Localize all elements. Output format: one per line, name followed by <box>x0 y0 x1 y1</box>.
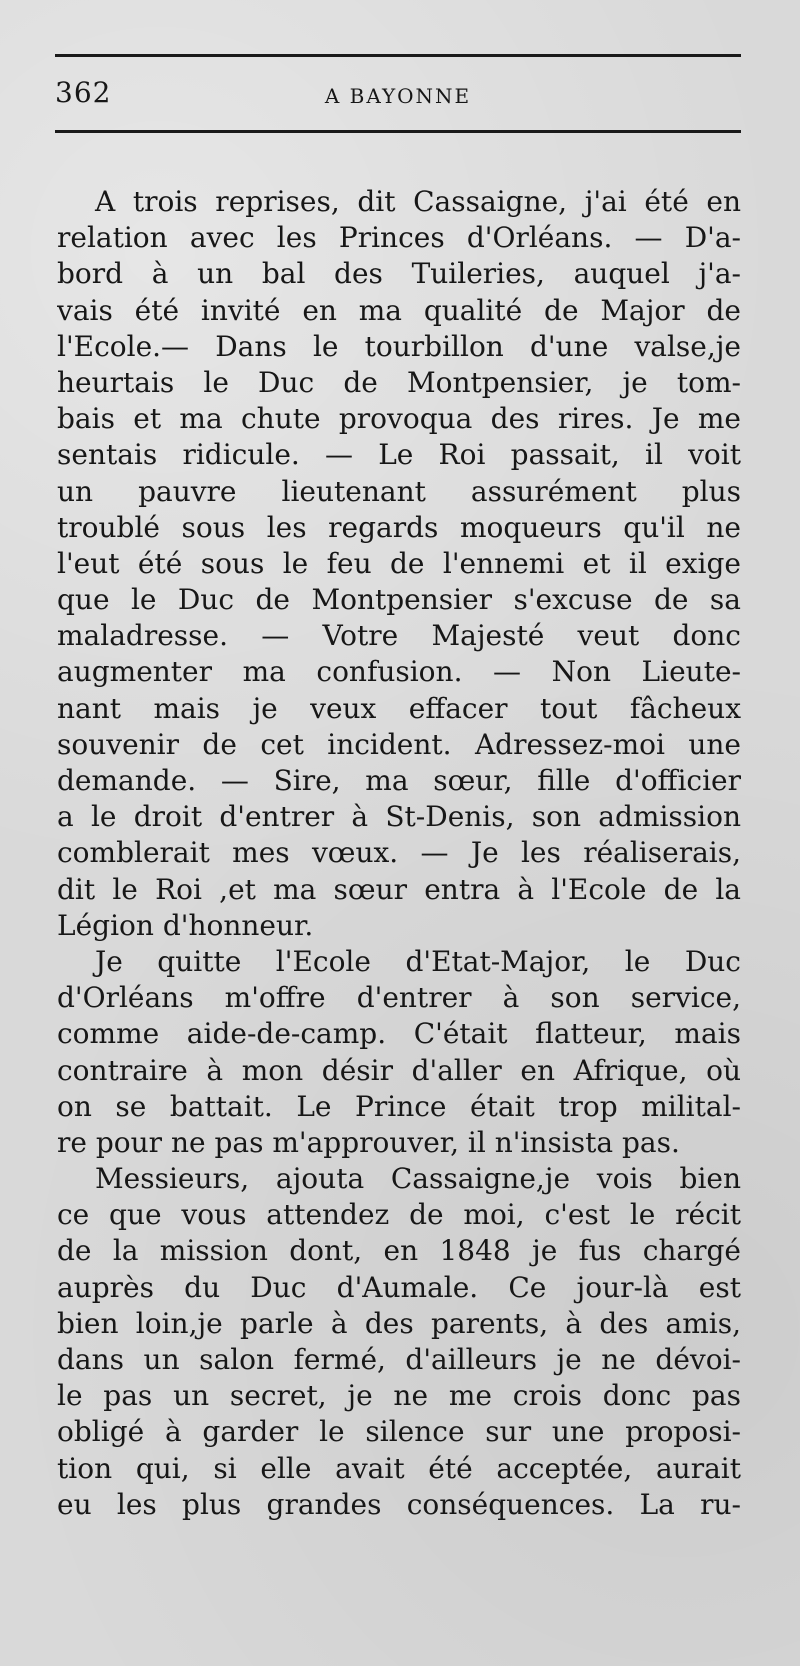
text-line: augmenter ma confusion. — Non Lieute- <box>57 655 741 689</box>
text-line: le pas un secret, je ne me crois donc pas <box>57 1379 741 1413</box>
text-line: dans un salon fermé, d'ailleurs je ne dévoi- <box>57 1343 741 1376</box>
text-line: bais et ma chute provoqua des rires. Je me <box>57 402 741 436</box>
body-text <box>57 184 741 1523</box>
text-line: re pour ne pas m'approuver, il n'insista pas. <box>57 1125 680 1159</box>
text-line: bord à un bal des Tuileries, auquel j'a- <box>57 257 741 291</box>
text-line: dit le Roi ,et ma sœur entra à l'Ecole de la <box>57 872 741 906</box>
text-line: auprès du Duc d'Aumale. Ce jour-là est <box>57 1270 741 1304</box>
text-line: comme aide-de-camp. C'était flatteur, mais <box>57 1017 741 1051</box>
text-line: a le droit d'entrer à St-Denis, son admission <box>57 800 741 834</box>
header-top-rule <box>55 54 741 57</box>
text-line: contraire à mon désir d'aller en Afrique, où <box>57 1053 741 1087</box>
text-line: vais été invité en ma qualité de Major de <box>57 293 741 327</box>
text-line: relation avec les Princes d'Orléans. — D'a- <box>57 221 741 255</box>
text-line: l'eut été sous le feu de l'ennemi et il exige <box>57 546 741 580</box>
text-line: heurtais le Duc de Montpensier, je tom- <box>57 365 741 399</box>
text-line: Légion d'honneur. <box>57 908 314 942</box>
text-line: nant mais je veux effacer tout fâcheux <box>57 691 741 725</box>
text-line: A trois reprises, dit Cassaigne, j'ai été en <box>95 185 741 218</box>
paragraph <box>57 1161 741 1523</box>
text-line: bien loin,je parle à des parents, à des amis, <box>57 1306 741 1340</box>
text-line: maladresse. — Votre Majesté veut donc <box>57 619 741 653</box>
paragraph <box>57 944 741 1161</box>
text-line: un pauvre lieutenant assurément plus <box>57 474 741 508</box>
text-line: troublé sous les regards moqueurs qu'il ne <box>57 510 741 544</box>
text-line: l'Ecole.— Dans le tourbillon d'une valse,je <box>57 329 741 363</box>
text-line: tion qui, si elle avait été acceptée, aurait <box>57 1451 741 1485</box>
running-title: A BAYONNE <box>324 84 472 108</box>
text-line: comblerait mes vœux. — Je les réaliserais, <box>57 836 741 870</box>
text-line: ce que vous attendez de moi, c'est le récit <box>57 1198 741 1232</box>
text-line: Messieurs, ajouta Cassaigne,je vois bien <box>95 1162 741 1196</box>
text-line: que le Duc de Montpensier s'excuse de sa <box>57 583 741 617</box>
text-line: on se battait. Le Prince était trop milital- <box>57 1089 741 1123</box>
page-number: 362 <box>55 76 112 109</box>
text-line: de la mission dont, en 1848 je fus chargé <box>57 1234 741 1268</box>
text-line: demande. — Sire, ma sœur, fille d'officier <box>57 764 741 797</box>
page-header <box>55 68 741 118</box>
header-bottom-rule <box>55 130 741 133</box>
text-line: Je quitte l'Ecole d'Etat-Major, le Duc <box>95 944 741 978</box>
text-line: obligé à garder le silence sur une proposi- <box>57 1415 741 1449</box>
text-line: souvenir de cet incident. Adressez-moi une <box>57 727 741 761</box>
text-line: eu les plus grandes conséquences. La ru- <box>57 1487 741 1521</box>
paragraph <box>57 184 741 944</box>
text-line: d'Orléans m'offre d'entrer à son service, <box>57 981 741 1015</box>
text-line: sentais ridicule. — Le Roi passait, il voit <box>57 438 741 472</box>
